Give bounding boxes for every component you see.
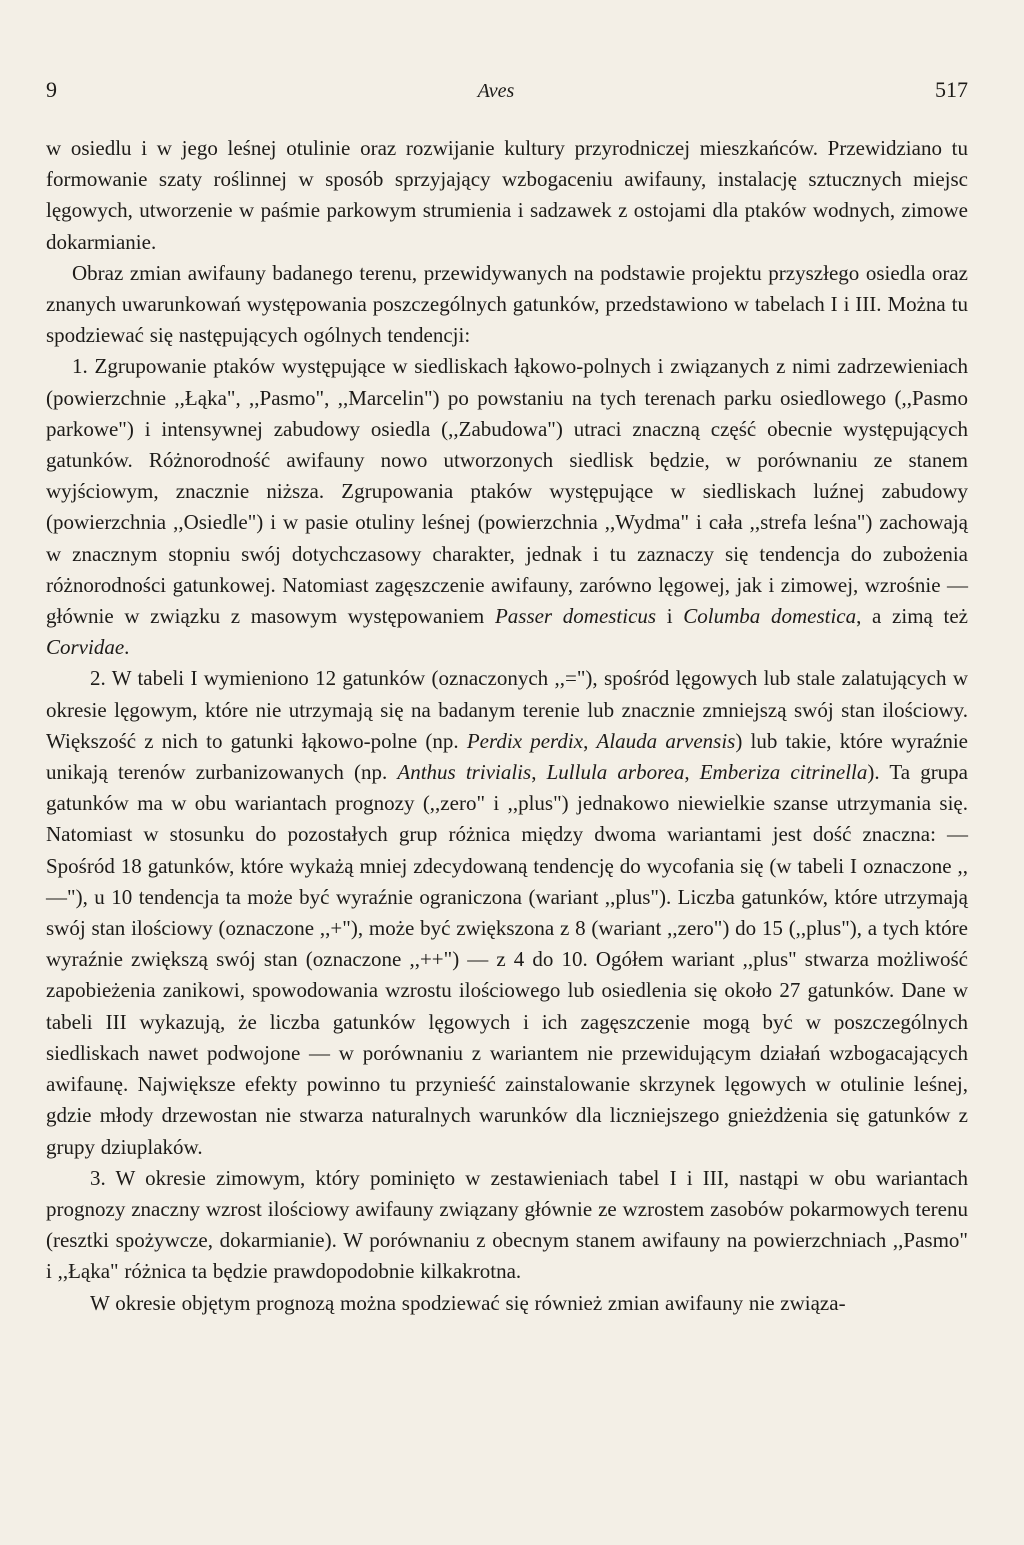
paragraph-1: w osiedlu i w jego leśnej otulinie oraz rozwijanie kultury przyrodniczej mieszkańców. Przewidziano tu formowanie szaty roślinnej w sposób sprzyjający wzbogaceniu awifauny, instalację sztucznych miejsc lęgowych, utworzenie w paśmie parkowym strumienia i sadzawek z ostojami dla ptaków wodnych, zimowe dokarmianie. — [46, 136, 968, 254]
paragraph-3-text-4: . — [124, 635, 130, 660]
species-name: Columba domestica — [683, 604, 857, 629]
paragraph-4-text-4: , — [531, 760, 547, 785]
document-page — [46, 76, 968, 1319]
paragraph-4 — [46, 663, 968, 1162]
paragraph-4-text-3: ) lub takie, które wyraźnie unikają terenów zurbanizowanych (np. — [46, 728, 968, 785]
paragraph-4-text-5: , — [684, 760, 700, 785]
paragraph-4-text-1: 2. W tabeli I wymieniono 12 gatunków (oznaczonych ,,="), spośród lęgowych lub stale zalatujących w okresie lęgowym, które nie utrzymają się na badanym terenie lub znacznie zmniejszą swój stan ilościowy. Większość z nich to gatunki łąkowo-polne (np. — [46, 666, 968, 753]
running-title: Aves — [477, 80, 515, 102]
paragraph-3-text-1: 1. Zgrupowanie ptaków występujące w siedliskach łąkowo-polnych i związanych z nimi zadrzewieniach (powierzchnie ,,Łąka", ,,Pasmo", ,,Marcelin") po powstaniu na tych terenach parku osiedlowego (,,Pasmo parkowe") i intensywnej zabudowy osiedla (,,Zabudowa") utraci znaczną część obecnie występujących gatunków. Różnorodność awifauny nowo utworzonych siedlisk będzie, w porównaniu ze stanem wyjściowym, znacznie niższa. Zgrupowania ptaków występujące w siedliskach luźnej zabudowy (powierzchnia ,,Osiedle") i w pasie otuliny leśnej (powierzchnia ,,Wydma" i cała ,,strefa leśna") zachowają w znacznym stopniu swój dotychczasowy charakter, jednak i tu zaznaczy się tendencja do zubożenia różnorodności gatunkowej. Natomiast zagęszczenie awifauny, zarówno lęgowej, jak i zimowej, wzrośnie — głównie w związku z masowym występowaniem — [46, 354, 968, 629]
species-name: Corvidae — [46, 635, 125, 660]
paragraph-3-text-2: i — [656, 604, 684, 629]
right-page-number: 517 — [935, 77, 968, 102]
paragraph-3-text-3: , a zimą też — [856, 604, 968, 629]
species-name: Passer domesticus — [494, 604, 657, 629]
paragraph-2: Obraz zmian awifauny badanego terenu, przewidywanych na podstawie projektu przyszłego osiedla oraz znanych uwarunkowań występowania poszczególnych gatunków, przedstawiono w tabelach I i III. Można tu spodziewać się następujących ogólnych tendencji: — [46, 260, 968, 348]
paragraph-4-text-6: ). Ta grupa gatunków ma w obu wariantach prognozy (,,zero" i ,,plus") jednakowo niewielkie szanse utrzymania się. Natomiast w stosunku do pozostałych grup różnica między dwoma wariantami jest dość znaczna: — Spośród 18 gatunków, które wykażą mniej zdecydowaną tendencję do wycofania się (w tabeli I oznaczone ,,—"), u 10 tendencja ta może być wyraźnie ograniczona (wariant ,,plus"). Liczba gatunków, które utrzymają swój stan ilościowy (oznaczone ,,+"), może być zwiększona z 8 (wariant ,,zero") do 15 (,,plus"), a tych które wyraźnie zwiększą swój stan (oznaczone ,,++") — z 4 do 10. Ogółem wariant ,,plus" stwarza możliwość zapobieżenia zanikowi, spowodowania wzrostu ilościowego lub osiedlenia się około 27 gatunków. Dane w tabeli III wykazują, że liczba gatunków lęgowych i ich zagęszczenie mogą być w poszczególnych siedliskach nawet podwojone — w porównaniu z wariantem nie przewidującym działań wzbogacających awifaunę. Największe efekty powinno tu przynieść zainstalowanie skrzynek lęgowych w otulinie leśnej, gdzie młody drzewostan nie stwarza naturalnych warunków dla liczniejszego gnieżdżenia się gatunków z grupy dziuplaków. — [46, 760, 969, 1159]
species-name: Anthus trivialis — [397, 760, 532, 785]
paragraph-3 — [46, 351, 968, 663]
body-text — [46, 133, 968, 1319]
species-name: Emberiza citrinella — [699, 760, 868, 785]
species-name: Lullula arborea — [546, 760, 685, 785]
species-name: Alauda arvensis — [596, 728, 736, 753]
paragraph-6: W okresie objętym prognozą można spodziewać się również zmian awifauny nie związa- — [90, 1290, 846, 1315]
paragraph-4-text-2: , — [583, 728, 597, 753]
running-header — [46, 76, 968, 105]
paragraph-5: 3. W okresie zimowym, który pominięto w zestawieniach tabel I i III, nastąpi w obu wariantach prognozy znaczny wzrost ilościowy awifauny związany głównie ze wzrostem zasobów pokarmowych terenu (resztki spożywcze, dokarmianie). W porównaniu z obecnym stanem awifauny na powierzchniach ,,Pasmo" i ,,Łąka" różnica ta będzie prawdopodobnie kilkakrotna. — [46, 1165, 968, 1284]
species-name: Perdix perdix — [466, 728, 584, 753]
left-page-number: 9 — [46, 77, 57, 102]
